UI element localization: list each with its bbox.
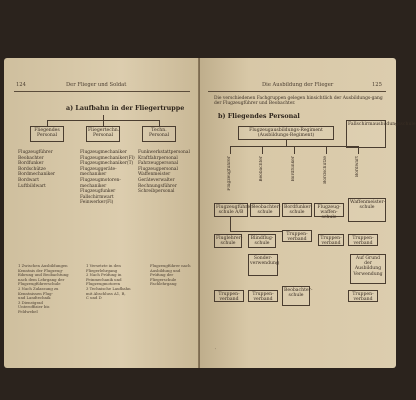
list-item: mechaniker bbox=[80, 183, 107, 189]
footnote-column: 1 Zwischen Ausbildungen Kenntnis der Flugzeug- führung und Beobachtung nach dem Lehrgang der Flugzeugführerschule 2 Nach Zulassung zu Kenntnissen Flug- und Landtechnik 3 Dienstgrad Unteroffizier bis Feldwebel bbox=[18, 263, 69, 314]
lower-box: Sonder-verwendung bbox=[248, 254, 278, 276]
list-item: Flugzeugfunker bbox=[80, 189, 116, 195]
right-running-head: Die Ausbildung der Flieger bbox=[262, 82, 334, 88]
group-box-flying: Fliegendes Personal bbox=[30, 126, 64, 142]
group-box-aero-technical: Fliegertechn. Personal bbox=[86, 126, 120, 142]
vertical-label: Bordwart bbox=[355, 156, 360, 178]
lower-box: Fluglehrer-schule bbox=[216, 236, 243, 247]
list-item: Geräteverwalter bbox=[138, 177, 175, 183]
tree-connector bbox=[326, 146, 327, 154]
lower-box: Truppen-verband bbox=[348, 234, 378, 246]
left-page-number: 124 bbox=[16, 82, 26, 88]
tree-connector bbox=[262, 146, 263, 154]
list-item: Rechnungsführer bbox=[138, 183, 177, 189]
tree-connector bbox=[294, 146, 295, 154]
lower-box: Truppen-verband bbox=[318, 234, 344, 246]
list-item: Bordfunker bbox=[18, 161, 44, 167]
mid-box: Bordfunker-schule bbox=[284, 205, 313, 216]
list-item: Funkwerkstattpersonal bbox=[138, 150, 190, 155]
list-aero-technical bbox=[80, 150, 135, 206]
list-flying-personnel bbox=[18, 150, 55, 189]
list-item: Flugzeugpersonal bbox=[138, 166, 178, 172]
mid-box: Waffenmeister-schule bbox=[348, 198, 386, 222]
bottom-box: Truppen-verband bbox=[214, 290, 244, 302]
footnote-column: Flugzeugführer nach Ausbildung und Prüfung der Fliegerschule Fachlehrgang bbox=[150, 263, 191, 287]
list-item: Waffenmeister bbox=[138, 172, 171, 178]
top-regiment-box: Flugzeugausbildungs-Regiment (Ausbildungs-Regiment) bbox=[238, 126, 334, 140]
list-item: Feinwerker(Fl) bbox=[80, 200, 114, 206]
list-item: mechaniker bbox=[80, 172, 107, 178]
right-page bbox=[200, 58, 416, 368]
mid-box: Beobachter-schule bbox=[252, 205, 281, 216]
list-item: Beobachter bbox=[18, 155, 44, 161]
lower-box: Auf Grund der Ausbildung Verwendung bbox=[350, 254, 386, 284]
book-spread bbox=[4, 58, 416, 368]
left-section-heading: a) Laufbahn in der Fliegertruppe bbox=[66, 104, 185, 112]
right-section-heading: b) Fliegendes Personal bbox=[218, 112, 300, 120]
list-item: Flugzeugmechaniker bbox=[80, 150, 127, 155]
list-item: Luftbildwart bbox=[18, 183, 46, 189]
list-item: Fahrzeugpersonal bbox=[138, 161, 179, 167]
left-running-head: Der Flieger und Soldat bbox=[66, 82, 127, 88]
list-item: Flugzeugführer bbox=[18, 150, 53, 155]
intro-text: Die verschiedenen Fachgruppen gelegen hinsichtlich der Ausbildungs-gang der Flugzeugführer und Beobachter. bbox=[214, 96, 383, 107]
tree-connector bbox=[230, 217, 231, 231]
right-page-number: 125 bbox=[372, 82, 382, 88]
list-item: Bordschütze bbox=[18, 166, 46, 172]
lower-box: Blindflug-schule bbox=[248, 234, 276, 248]
list-item: Flugzeuggeräte- bbox=[80, 166, 117, 172]
lower-box: Truppen-verband bbox=[282, 230, 312, 242]
tree-connector bbox=[230, 231, 282, 232]
list-technical bbox=[138, 150, 190, 195]
vertical-label: Flugzeugführer bbox=[227, 156, 232, 191]
page-mark: ˙ bbox=[214, 348, 217, 354]
bottom-box: Truppen-verband bbox=[248, 290, 278, 302]
mid-box: Flugzeugführer-schule A/B bbox=[216, 205, 254, 216]
list-item: Kraftfahrpersonal bbox=[138, 155, 178, 161]
vertical-label: Bordfunker bbox=[291, 156, 296, 182]
list-item: Flugzeugmechaniker(T) bbox=[80, 161, 134, 167]
left-page bbox=[4, 58, 200, 368]
list-item: Flugzeugmotoren- bbox=[80, 177, 121, 183]
list-item: Bordmechaniker bbox=[18, 172, 56, 178]
mid-box: Flugzeug-waffen-schule bbox=[314, 203, 344, 217]
vertical-label: Bordschütze bbox=[323, 156, 328, 184]
vertical-label: Beobachter bbox=[259, 156, 264, 182]
bottom-box: Beobachter-schule bbox=[282, 286, 310, 306]
left-header-rule bbox=[14, 91, 190, 92]
list-item: Schreibpersonal bbox=[138, 189, 175, 195]
list-item: Fallschirmwart bbox=[80, 194, 114, 200]
tree-connector bbox=[358, 146, 359, 154]
list-item: Bordwart bbox=[18, 177, 40, 183]
footnote-column: 1 Versetzte in den Fliegerlehrgang 2 Nach Prüfung in Feinmechanik und Flugzeugmotoren 3 Technische Laufbahn mit Abschluss A1, B, C und D bbox=[86, 263, 131, 301]
bottom-box: Truppen-verband bbox=[348, 290, 378, 302]
list-item: Flugzeugmechaniker(Fl) bbox=[80, 155, 135, 161]
right-header-rule bbox=[208, 91, 386, 92]
tree-connector bbox=[230, 146, 231, 154]
side-school-box: Fallschirmausbildungsschule bbox=[346, 120, 386, 148]
group-box-technical: Techn. Personal bbox=[142, 126, 176, 142]
